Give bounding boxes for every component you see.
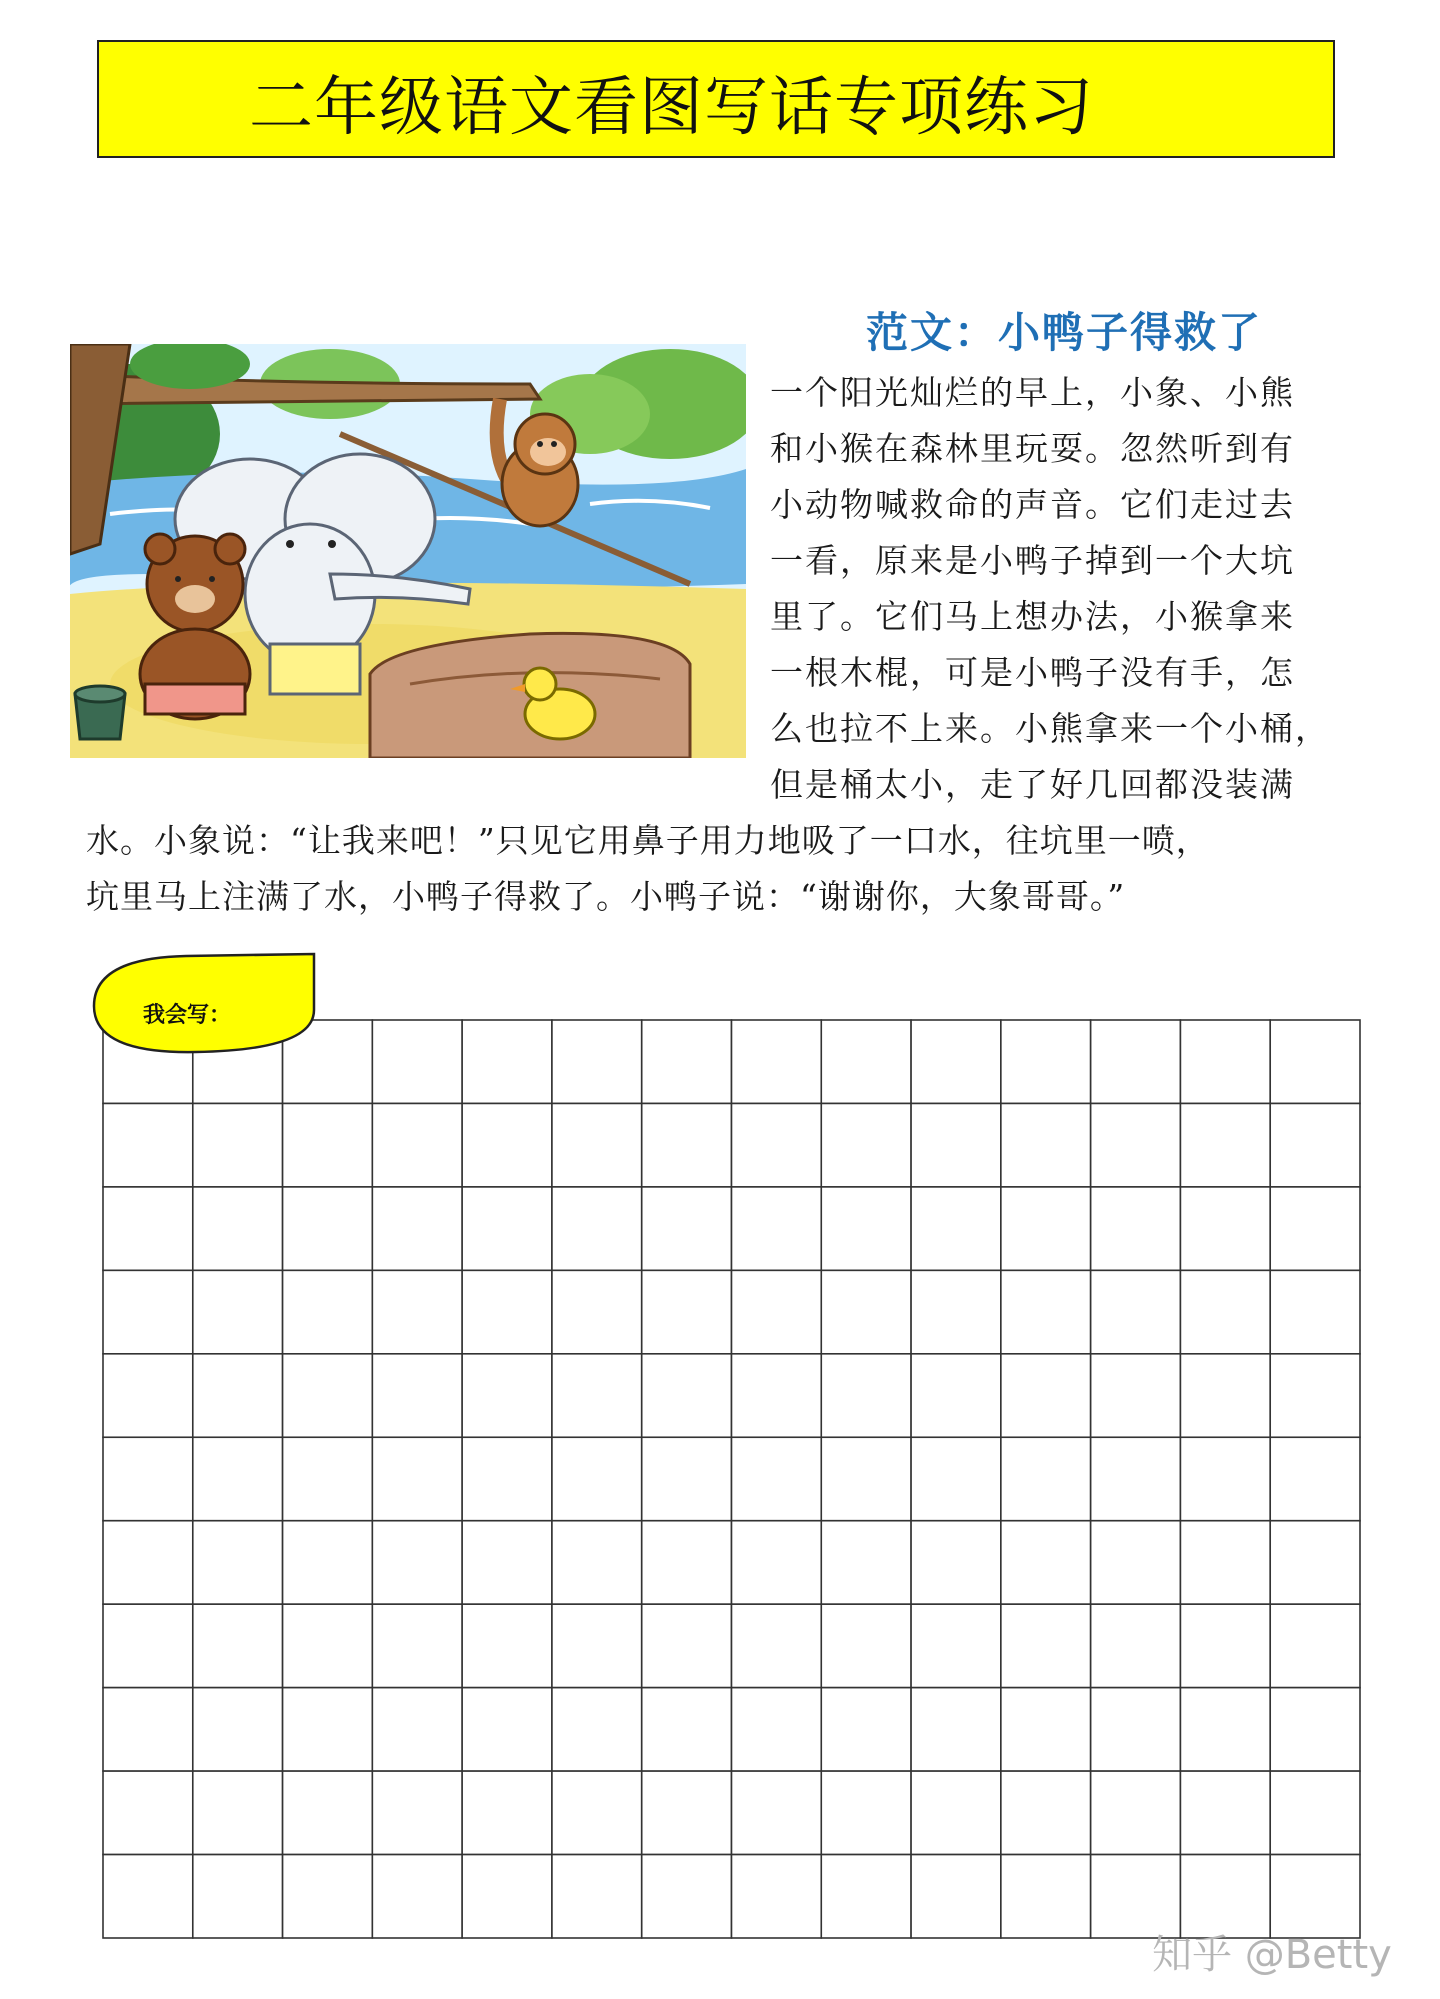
grid-cell[interactable] [1001, 1354, 1091, 1437]
grid-cell[interactable] [821, 1688, 911, 1771]
grid-cell[interactable] [462, 1688, 552, 1771]
grid-cell[interactable] [1091, 1187, 1181, 1270]
grid-cell[interactable] [1270, 1020, 1360, 1103]
essay-line: 坑里马上注满了水，小鸭子得救了。小鸭子说：“谢谢你，大象哥哥。” [86, 877, 1126, 916]
grid-cell[interactable] [193, 1103, 283, 1186]
grid-cell[interactable] [911, 1604, 1001, 1687]
watermark: 知乎 @Betty [1152, 1932, 1392, 1978]
grid-cell[interactable] [193, 1437, 283, 1520]
grid-cell[interactable] [372, 1270, 462, 1353]
grid-cell[interactable] [732, 1855, 822, 1938]
grid-cell[interactable] [1091, 1354, 1181, 1437]
essay-title: 范文：小鸭子得救了 [866, 308, 1263, 357]
grid-cell[interactable] [103, 1521, 193, 1604]
grid-cell[interactable] [1001, 1771, 1091, 1854]
essay-line: 么也拉不上来。小熊拿来一个小桶， [770, 709, 1330, 748]
grid-cell[interactable] [642, 1521, 732, 1604]
grid-cell[interactable] [1270, 1604, 1360, 1687]
grid-cell[interactable] [911, 1855, 1001, 1938]
grid-cell[interactable] [1091, 1604, 1181, 1687]
essay-line: 一个阳光灿烂的早上，小象、小熊 [770, 373, 1295, 412]
grid-cell[interactable] [372, 1354, 462, 1437]
grid-cell[interactable] [1270, 1771, 1360, 1854]
grid-cell[interactable] [462, 1270, 552, 1353]
grid-cell[interactable] [283, 1521, 373, 1604]
grid-cell[interactable] [283, 1437, 373, 1520]
grid-cell[interactable] [103, 1187, 193, 1270]
grid-cell[interactable] [1091, 1437, 1181, 1520]
grid-cell[interactable] [1270, 1103, 1360, 1186]
grid-cell[interactable] [642, 1103, 732, 1186]
grid-cell[interactable] [732, 1521, 822, 1604]
grid-cell[interactable] [462, 1604, 552, 1687]
grid-cell[interactable] [642, 1688, 732, 1771]
grid-cell[interactable] [103, 1354, 193, 1437]
grid-cell[interactable] [911, 1437, 1001, 1520]
grid-cell[interactable] [552, 1103, 642, 1186]
grid-cell[interactable] [732, 1187, 822, 1270]
grid-cell[interactable] [103, 1437, 193, 1520]
grid-cell[interactable] [1180, 1771, 1270, 1854]
grid-cell[interactable] [642, 1437, 732, 1520]
grid-cell[interactable] [552, 1354, 642, 1437]
grid-cell[interactable] [1180, 1521, 1270, 1604]
grid-cell[interactable] [642, 1855, 732, 1938]
essay-line: 里了。它们马上想办法，小猴拿来 [770, 597, 1295, 636]
grid-cell[interactable] [552, 1020, 642, 1103]
grid-cell[interactable] [1180, 1688, 1270, 1771]
grid-cell[interactable] [193, 1187, 283, 1270]
grid-cell[interactable] [193, 1270, 283, 1353]
grid-cell[interactable] [821, 1521, 911, 1604]
grid-cell[interactable] [103, 1270, 193, 1353]
grid-cell[interactable] [193, 1354, 283, 1437]
essay-line: 但是桶太小，走了好几回都没装满 [770, 765, 1295, 804]
grid-cell[interactable] [1001, 1688, 1091, 1771]
grid-cell[interactable] [103, 1604, 193, 1687]
grid-cell[interactable] [103, 1771, 193, 1854]
grid-cell[interactable] [552, 1604, 642, 1687]
grid-cell[interactable] [821, 1187, 911, 1270]
grid-cell[interactable] [283, 1103, 373, 1186]
grid-cell[interactable] [552, 1521, 642, 1604]
grid-cell[interactable] [1001, 1521, 1091, 1604]
grid-cell[interactable] [552, 1771, 642, 1854]
page-title: 二年级语文看图写话专项练习 [249, 71, 1094, 145]
grid-cell[interactable] [283, 1354, 373, 1437]
grid-cell[interactable] [821, 1437, 911, 1520]
grid-cell[interactable] [1180, 1437, 1270, 1520]
grid-cell[interactable] [372, 1103, 462, 1186]
grid-cell[interactable] [372, 1688, 462, 1771]
grid-cell[interactable] [1270, 1270, 1360, 1353]
grid-cell[interactable] [552, 1187, 642, 1270]
grid-cell[interactable] [1001, 1270, 1091, 1353]
grid-cell[interactable] [911, 1354, 1001, 1437]
grid-cell[interactable] [1180, 1020, 1270, 1103]
grid-cell[interactable] [1180, 1187, 1270, 1270]
grid-cell[interactable] [372, 1437, 462, 1520]
essay-line: 水。小象说：“让我来吧！”只见它用鼻子用力地吸了一口水，往坑里一喷， [86, 821, 1210, 860]
grid-cell[interactable] [642, 1354, 732, 1437]
grid-cell[interactable] [462, 1771, 552, 1854]
grid-cell[interactable] [283, 1855, 373, 1938]
grid-cell[interactable] [821, 1771, 911, 1854]
grid-cell[interactable] [1270, 1354, 1360, 1437]
grid-cell[interactable] [1001, 1187, 1091, 1270]
grid-cell[interactable] [1091, 1270, 1181, 1353]
grid-cell[interactable] [1091, 1103, 1181, 1186]
grid-cell[interactable] [1001, 1020, 1091, 1103]
grid-cell[interactable] [821, 1354, 911, 1437]
essay-line: 一看，原来是小鸭子掉到一个大坑 [770, 541, 1295, 580]
grid-cell[interactable] [1091, 1688, 1181, 1771]
grid-cell[interactable] [642, 1270, 732, 1353]
grid-cell[interactable] [193, 1604, 283, 1687]
grid-cell[interactable] [1001, 1103, 1091, 1186]
grid-cell[interactable] [642, 1187, 732, 1270]
grid-cell[interactable] [642, 1771, 732, 1854]
grid-cell[interactable] [732, 1103, 822, 1186]
grid-cell[interactable] [193, 1771, 283, 1854]
grid-cell[interactable] [911, 1270, 1001, 1353]
grid-cell[interactable] [911, 1187, 1001, 1270]
grid-cell[interactable] [911, 1521, 1001, 1604]
grid-cell[interactable] [911, 1020, 1001, 1103]
grid-cell[interactable] [1270, 1187, 1360, 1270]
grid-cell[interactable] [372, 1521, 462, 1604]
grid-cell[interactable] [462, 1855, 552, 1938]
grid-cell[interactable] [552, 1270, 642, 1353]
grid-cell[interactable] [372, 1855, 462, 1938]
grid-cell[interactable] [1091, 1771, 1181, 1854]
grid-cell[interactable] [911, 1103, 1001, 1186]
grid-cell[interactable] [1180, 1103, 1270, 1186]
grid-cell[interactable] [283, 1270, 373, 1353]
grid-cell[interactable] [462, 1020, 552, 1103]
grid-cell[interactable] [821, 1855, 911, 1938]
grid-cell[interactable] [642, 1020, 732, 1103]
grid-cell[interactable] [283, 1604, 373, 1687]
grid-cell[interactable] [462, 1437, 552, 1520]
grid-cell[interactable] [372, 1020, 462, 1103]
grid-cell[interactable] [1270, 1437, 1360, 1520]
grid-cell[interactable] [1001, 1604, 1091, 1687]
grid-cell[interactable] [372, 1187, 462, 1270]
grid-cell[interactable] [103, 1688, 193, 1771]
grid-cell[interactable] [1270, 1688, 1360, 1771]
grid-cell[interactable] [193, 1688, 283, 1771]
grid-cell[interactable] [103, 1855, 193, 1938]
grid-cell[interactable] [732, 1270, 822, 1353]
grid-cell[interactable] [103, 1103, 193, 1186]
grid-cell[interactable] [1091, 1020, 1181, 1103]
grid-cell[interactable] [1180, 1354, 1270, 1437]
grid-cell[interactable] [911, 1688, 1001, 1771]
grid-cell[interactable] [552, 1688, 642, 1771]
grid-cell[interactable] [1091, 1521, 1181, 1604]
grid-cell[interactable] [1270, 1521, 1360, 1604]
grid-cell[interactable] [552, 1855, 642, 1938]
essay-line: 小动物喊救命的声音。它们走过去 [770, 485, 1295, 524]
grid-cell[interactable] [732, 1020, 822, 1103]
grid-cell[interactable] [283, 1187, 373, 1270]
grid-cell[interactable] [462, 1354, 552, 1437]
grid-cell[interactable] [552, 1437, 642, 1520]
grid-cell[interactable] [193, 1855, 283, 1938]
grid-cell[interactable] [821, 1604, 911, 1687]
grid-cell[interactable] [462, 1103, 552, 1186]
grid-cell[interactable] [732, 1354, 822, 1437]
essay-line: 一根木棍，可是小鸭子没有手，怎 [770, 653, 1295, 692]
grid-cell[interactable] [283, 1688, 373, 1771]
essay-line: 和小猴在森林里玩耍。忽然听到有 [770, 429, 1295, 468]
grid-cell[interactable] [372, 1604, 462, 1687]
grid-cell[interactable] [1001, 1437, 1091, 1520]
grid-cell[interactable] [1180, 1270, 1270, 1353]
grid-cell[interactable] [732, 1688, 822, 1771]
grid-cell[interactable] [642, 1604, 732, 1687]
grid-cell[interactable] [732, 1604, 822, 1687]
grid-cell[interactable] [1001, 1855, 1091, 1938]
write-badge-label: 我会写： [143, 1003, 232, 1028]
grid-cell[interactable] [1180, 1604, 1270, 1687]
grid-cell[interactable] [732, 1771, 822, 1854]
grid-cell[interactable] [193, 1521, 283, 1604]
grid-cell[interactable] [462, 1521, 552, 1604]
grid-cell[interactable] [462, 1187, 552, 1270]
grid-cell[interactable] [732, 1437, 822, 1520]
grid-cell[interactable] [911, 1771, 1001, 1854]
grid-cell[interactable] [821, 1103, 911, 1186]
grid-cell[interactable] [821, 1020, 911, 1103]
grid-cell[interactable] [372, 1771, 462, 1854]
grid-cell[interactable] [821, 1270, 911, 1353]
grid-cell[interactable] [283, 1771, 373, 1854]
